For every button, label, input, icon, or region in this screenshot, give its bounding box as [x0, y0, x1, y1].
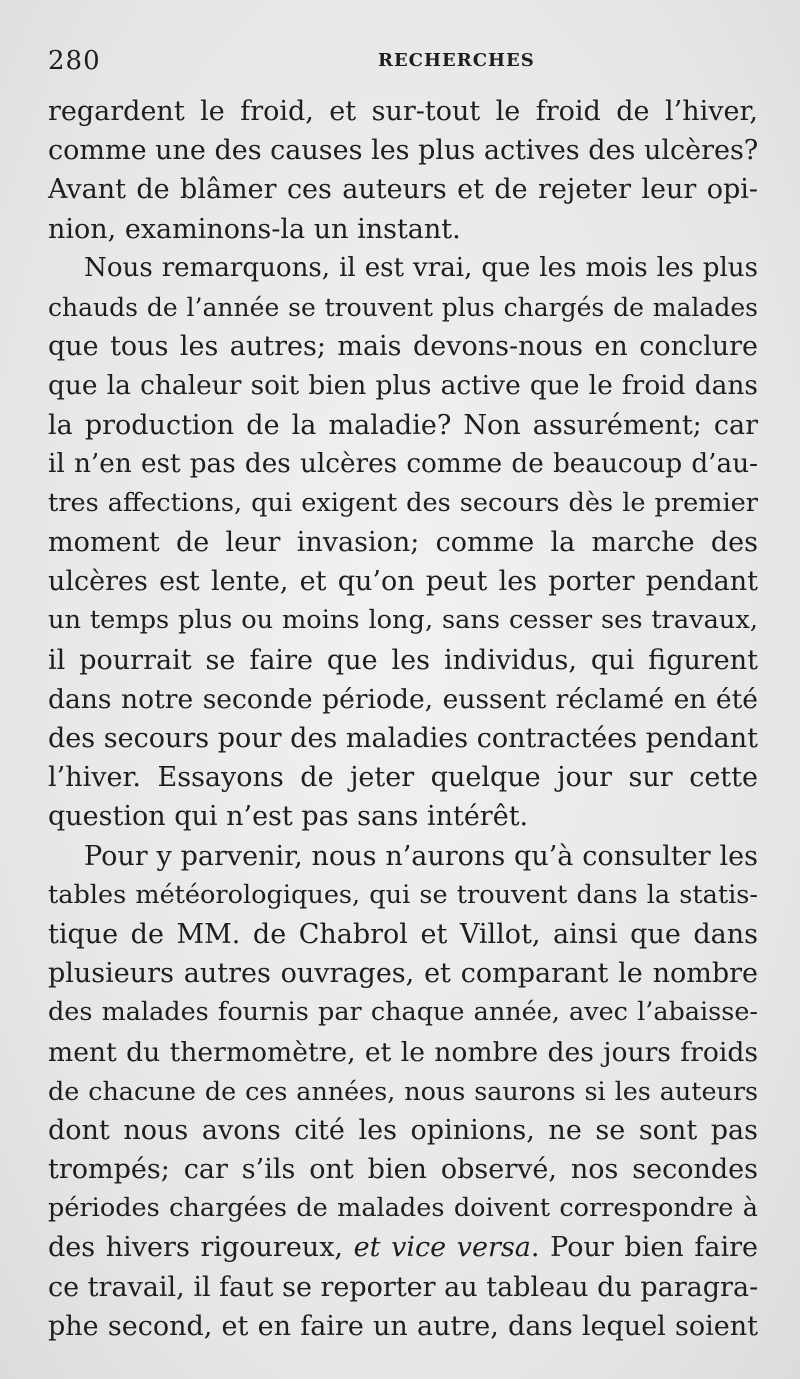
- text-line: ulcères est lente, et qu’on peut les porter pendant: [48, 566, 758, 598]
- text-line: ment du thermomètre, et le nombre des jours froids: [48, 1036, 758, 1068]
- text-line: regardent le froid, et sur-tout le froid de l’hiver,: [48, 96, 758, 127]
- text-line: l’hiver. Essayons de jeter quelque jour sur cette: [48, 762, 758, 794]
- text-line: trompés; car s’ils ont bien observé, nos secondes: [48, 1154, 758, 1186]
- text-line: tres affections, qui exigent des secours dès le premier: [48, 487, 758, 518]
- text-line: dont nous avons cité les opinions, ne se sont pas: [48, 1114, 758, 1146]
- text-line: Nous remarquons, il est vrai, que les mois les plus: [84, 252, 758, 283]
- text-line: Pour y parvenir, nous n’aurons qu’à consulter les: [84, 840, 758, 872]
- text-line-with-italic: [48, 1228, 758, 1267]
- text-line: des malades fournis par chaque année, avec l’abaisse-: [48, 997, 758, 1028]
- text-line: chauds de l’année se trouvent plus chargés de malades: [48, 292, 758, 322]
- text-line: moment de leur invasion; comme la marche des: [48, 527, 758, 559]
- text-line: dans notre seconde période, eussent réclamé en été: [48, 683, 758, 715]
- text-segment: . Pour bien faire: [530, 1232, 758, 1264]
- text-segment: des hivers rigoureux,: [48, 1232, 354, 1264]
- text-line: la production de la maladie? Non assurément; car: [48, 409, 758, 441]
- text-line: que la chaleur soit bien plus active que le froid dans: [48, 370, 758, 402]
- text-line: nion, examinons-la un instant.: [48, 213, 461, 245]
- body-text: [48, 92, 758, 1346]
- text-line: ce travail, il faut se reporter au tableau du paragra-: [48, 1271, 759, 1303]
- text-line: phe second, et en faire un autre, dans lequel soient: [48, 1310, 758, 1342]
- text-line: plusieurs autres ouvrages, et comparant le nombre: [48, 958, 758, 990]
- text-line: tique de MM. de Chabrol et Villot, ainsi que dans: [48, 918, 758, 950]
- page-number: 280: [48, 46, 101, 76]
- text-line: il n’en est pas des ulcères comme de beaucoup d’au-: [48, 448, 758, 479]
- text-line: comme une des causes les plus actives des ulcères?: [48, 135, 759, 167]
- text-line: périodes chargées de malades doivent correspondre à: [48, 1193, 758, 1224]
- italic-phrase: et vice versa: [353, 1232, 531, 1264]
- text-line: Avant de blâmer ces auteurs et de rejeter leur opi-: [48, 174, 758, 206]
- page-header: [48, 44, 748, 80]
- running-head: RECHERCHES: [378, 50, 535, 71]
- text-line: il pourrait se faire que les individus, qui figurent: [48, 644, 758, 676]
- text-line: que tous les autres; mais devons-nous en conclure: [48, 331, 758, 363]
- text-line: des secours pour des maladies contractées pendant: [48, 723, 758, 754]
- text-line: tables météorologiques, qui se trouvent dans la statis-: [48, 879, 758, 910]
- text-line: question qui n’est pas sans intérêt.: [48, 801, 529, 833]
- text-line: un temps plus ou moins long, sans cesser ses travaux,: [48, 605, 758, 636]
- text-line: de chacune de ces années, nous saurons si les auteurs: [48, 1075, 758, 1106]
